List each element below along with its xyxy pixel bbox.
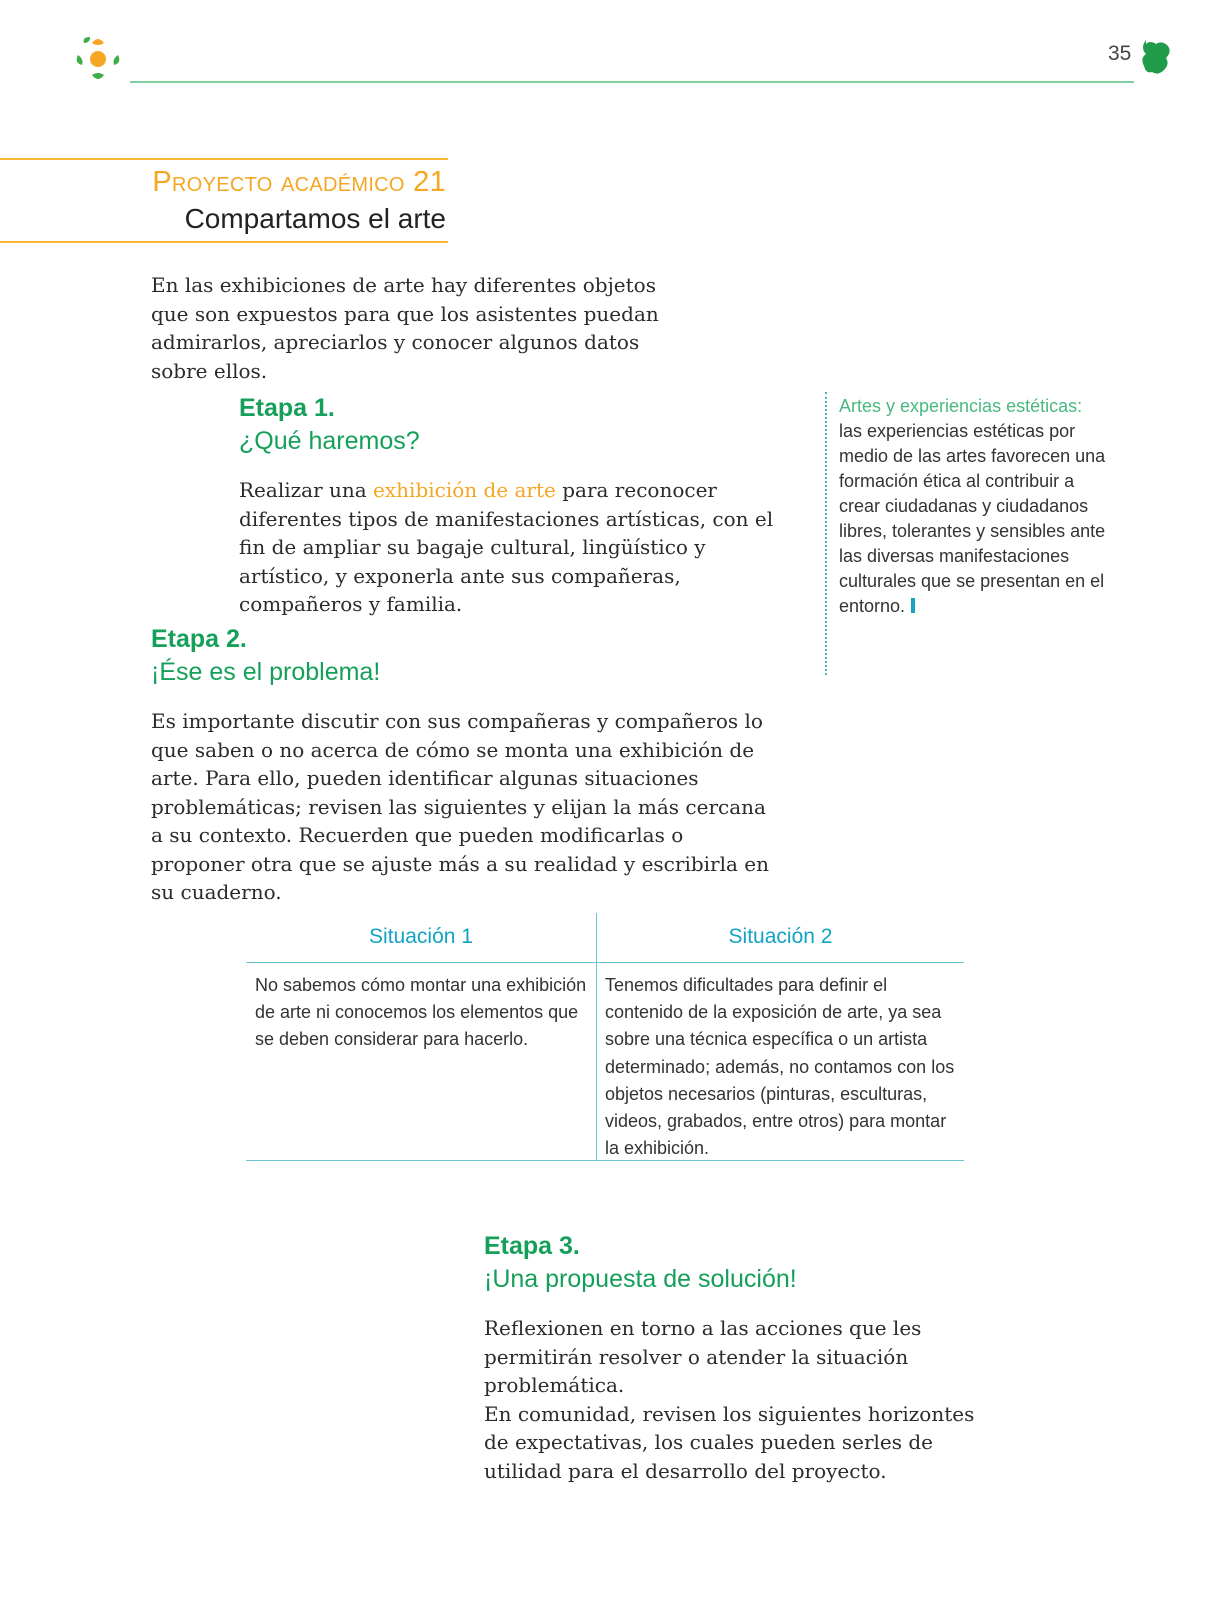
intro-paragraph: En las exhibiciones de arte hay diferentes objetos que son expuestos para que los asistentes puedan admirarlos, apreciarlos y conocer algunos datos sobre ellos. [151, 273, 659, 383]
situation1-header: Situación 1 [369, 925, 473, 948]
stage1-paragraph [239, 476, 779, 619]
title-rule-top [0, 158, 448, 160]
table-bottom-rule [246, 1160, 964, 1161]
table-divider [596, 913, 597, 1161]
end-marker-icon [911, 598, 915, 613]
stage1-number: Etapa 1. [239, 394, 335, 422]
stage3-line2: En comunidad, revisen los siguientes horizontes de expectativas, los cuales pueden serles de utilidad para el desarrollo del proyecto. [484, 1401, 975, 1483]
situation2-header: Situación 2 [728, 925, 833, 948]
stage2-number: Etapa 2. [151, 625, 247, 653]
stage3-paragraph [484, 1314, 1004, 1485]
stage3-subtitle: ¡Una propuesta de solución! [484, 1265, 797, 1293]
glossary-term: Artes y experiencias estéticas: [839, 396, 1083, 416]
stage3-number: Etapa 3. [484, 1232, 580, 1260]
situation2-text: Tenemos dificultades para definir el contenido de la exposición de arte, ya sea sobre una técnica específica o un artista determinado; además, no contamos con los objetos necesarios (pinturas, esculturas, videos, grabados, entre otros) para montar la exhibición. [605, 975, 955, 1159]
stage3-line1: Reflexionen en torno a las acciones que les permitirán resolver o atender la situación problemática. [484, 1316, 922, 1397]
title-rule-bottom [0, 241, 448, 243]
project-label: Proyecto académico 21 [152, 166, 446, 198]
header-rule [130, 81, 1134, 83]
green-figure-icon [1140, 38, 1174, 78]
project-title: Compartamos el arte [184, 203, 446, 234]
stage1-subtitle: ¿Qué haremos? [239, 427, 420, 455]
stage1-text-after: para reconocer diferentes tipos de manifestaciones artísticas, con el fin de ampliar su bagaje cultural, lingüístico y artístico, y exponerla ante sus compañeras, compañeros y familia. [239, 478, 774, 616]
page-number: 35 [1108, 42, 1132, 65]
glossary-sidebar [839, 394, 1107, 619]
stage1-highlight: exhibición de arte [373, 478, 556, 502]
flower-logo-icon [70, 33, 126, 85]
sidebar-rule [825, 392, 827, 675]
stage2-paragraph: Es importante discutir con sus compañeras y compañeros lo que saben o no acerca de cómo se monta una exhibición de arte. Para ello, pueden identificar algunas situaciones problemáticas; revisen las siguientes y elijan la más cercana a su contexto. Recuerden que pueden modificarlas o proponer otra que se ajuste más a su realidad y escribirla en su cuaderno. [151, 709, 769, 904]
table-header-rule [246, 962, 964, 963]
situation1-text: No sabemos cómo montar una exhibición de arte ni conocemos los elementos que se deben considerar para hacerlo. [255, 975, 587, 1050]
stage1-text-before: Realizar una [239, 478, 374, 502]
glossary-definition: las experiencias estéticas por medio de las artes favorecen una formación ética al contribuir a crear ciudadanas y ciudadanos libres, tolerantes y sensibles ante las diversas manifestaciones culturales que se presentan en el entorno. [839, 421, 1106, 616]
stage2-subtitle: ¡Ése es el problema! [151, 658, 381, 686]
